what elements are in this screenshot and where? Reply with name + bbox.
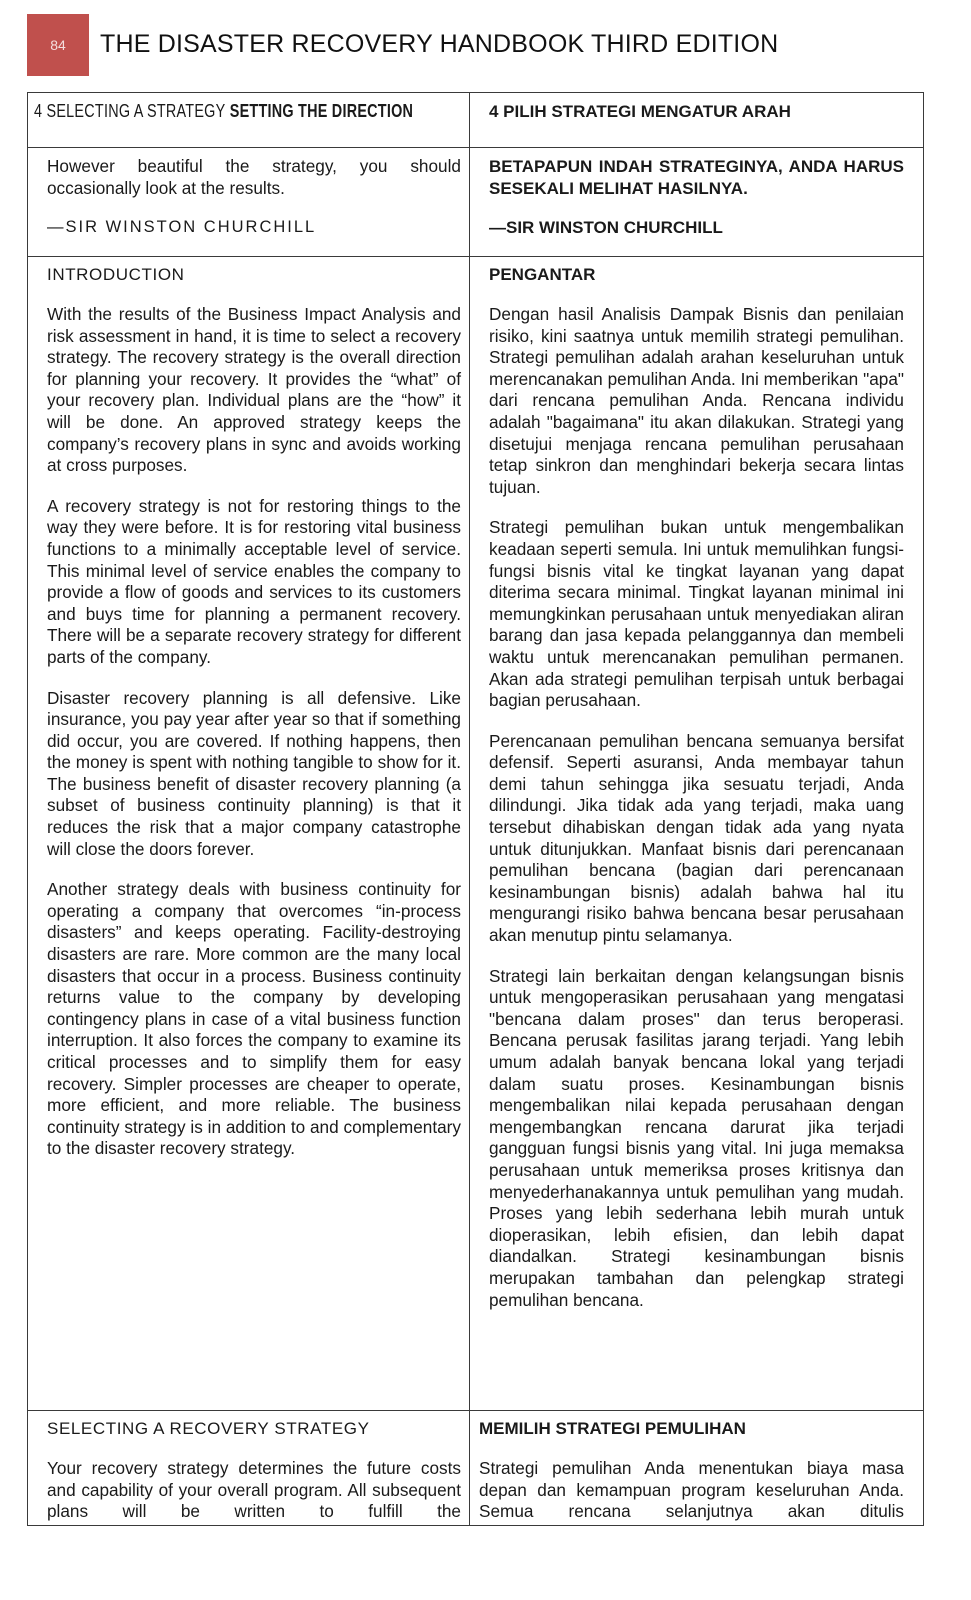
chapter-heading-row [28,93,924,148]
bilingual-table [27,92,924,1526]
introduction-en-paragraph: Another strategy deals with business continuity for operating a company that overcomes “in-process disasters” and keeps operating. Facility-destroying disasters are rare. More common are the many local disasters that occur in a process. Business continuity returns value to the company by developing contingency plans in case of a vital business function interruption. It also forces the company to examine its critical processes and to simplify them for easy recovery. Simpler processes are cheaper to operate, more efficient, and more reliable. The business continuity strategy is in addition to and complementary to the disaster recovery strategy. [47,879,461,1159]
epigraph-row [28,148,924,257]
introduction-id-heading: PENGANTAR [489,265,596,284]
selecting-strategy-id-cell [470,1411,924,1526]
chapter-heading-en-title: SETTING THE DIRECTION [229,101,414,121]
introduction-id-paragraph: Strategi lain berkaitan dengan kelangsungan bisnis untuk mengoperasikan perusahaan yang mengatasi "bencana dalam proses" dan terus beroperasi. Bencana perusak fasilitas jarang terjadi. Yang lebih umum adalah banyak bencana lokal yang terjadi dalam suatu proses. Kesinambungan bisnis mengembalikan nilai kepada perusahaan dengan mengembangkan rencana darurat jika terjadi gangguan fungsi bisnis yang vital. Ini juga memaksa perusahaan untuk memeriksa proses kritisnya dan menyederhanakannya untuk pemulihan yang mudah. Proses yang lebih sederhana lebih murah untuk dioperasikan, lebih efisien, dan lebih dapat diandalkan. Strategi kesinambungan bisnis merupakan tambahan dan pelengkap strategi pemulihan bencana. [489,965,904,1310]
introduction-en-heading: INTRODUCTION [47,265,185,284]
selecting-strategy-en-paragraph: Your recovery strategy determines the future costs and capability of your overall program. All subsequent plans will be written to fulfill the [47,1458,461,1522]
introduction-id-paragraph: Dengan hasil Analisis Dampak Bisnis dan penilaian risiko, kini saatnya untuk memilih strategi pemulihan. Strategi pemulihan adalah arahan keseluruhan untuk merencanakan pemulihan Anda. Ini memberikan "apa" dari rencana pemulihan Anda. Rencana individu adalah "bagaimana" itu akan dilakukan. Strategi yang disetujui menjaga rencana pemulihan perusahaan tetap sinkron dan menghindari bekerja secara lintas tujuan. [489,304,904,497]
selecting-strategy-en-cell [28,1411,470,1526]
epigraph-en-cell [28,148,470,257]
chapter-heading-en-cell [28,93,470,148]
chapter-heading-id-cell [470,93,924,148]
chapter-heading-en [34,93,414,147]
introduction-en-cell [28,257,470,1411]
epigraph-id-attribution: —SIR WINSTON CHURCHILL [489,218,723,238]
epigraph-en-attribution: —SIR WINSTON CHURCHILL [47,218,317,237]
introduction-en-paragraph: With the results of the Business Impact Analysis and risk assessment in hand, it is time to select a recovery strategy. The recovery strategy is the overall direction for planning your recovery. It provides the “what” of your recovery plan. Individual plans are the “how” it will be done. An approved strategy keeps the company’s recovery plans in sync and avoids working at cross purposes. [47,304,461,476]
selecting-strategy-en-heading: SELECTING A RECOVERY STRATEGY [47,1419,370,1438]
introduction-en-paragraph: A recovery strategy is not for restoring things to the way they were before. It is for restoring vital business functions to a minimally acceptable level of service. This minimal level of service enables the company to provide a flow of goods and services to its customers and buys time for planning a permanent recovery. There will be a separate recovery strategy for different parts of the company. [47,495,461,667]
introduction-id-cell [470,257,924,1411]
running-title: THE DISASTER RECOVERY HANDBOOK THIRD EDITION [100,30,779,58]
introduction-row [28,257,924,1411]
epigraph-id-cell [470,148,924,257]
chapter-heading-id: 4 PILIH STRATEGI MENGATUR ARAH [489,102,791,121]
epigraph-id-quote: BETAPAPUN INDAH STRATEGINYA, ANDA HARUS SESEKALI MELIHAT HASILNYA. [489,157,904,198]
page-number: 84 [50,37,66,53]
epigraph-en-quote: However beautiful the strategy, you should occasionally look at the results. [47,156,461,198]
selecting-strategy-id-paragraph: Strategi pemulihan Anda menentukan biaya masa depan dan kemampuan program keseluruhan Anda. Semua rencana selanjutnya akan ditulis [479,1458,904,1522]
introduction-id-paragraph: Strategi pemulihan bukan untuk mengembalikan keadaan seperti semula. Ini untuk memulihkan fungsi-fungsi bisnis vital ke tingkat layanan yang dapat diterima secara minimal. Tingkat layanan minimal ini memungkinkan perusahaan untuk menyediakan aliran barang dan jasa kepada pelanggannya dan membeli waktu untuk merencanakan pemulihan permanen. Akan ada strategi pemulihan terpisah untuk berbagai bagian perusahaan. [489,517,904,711]
introduction-id-paragraph: Perencanaan pemulihan bencana semuanya bersifat defensif. Seperti asuransi, Anda membayar tahun demi tahun sehingga jika sesuatu terjadi, Anda dilindungi. Jika tidak ada yang terjadi, maka uang tersebut dihabiskan dengan tidak ada yang nyata untuk ditunjukkan. Manfaat bisnis dari perencanaan pemulihan bencana (bagian dari perencanaan kesinambungan bisnis) adalah bahwa hal itu mengurangi risiko bahwa bencana besar perusahaan akan menutup pintu selamanya. [489,730,904,946]
introduction-en-paragraph: Disaster recovery planning is all defensive. Like insurance, you pay year after year so that if something did occur, you are covered. If nothing happens, then the money is spent with nothing tangible to show for it. The business benefit of disaster recovery planning (a subset of business continuity planning) is that it reduces the risk that a major company catastrophe will close the doors forever. [47,687,461,859]
selecting-strategy-id-heading: MEMILIH STRATEGI PEMULIHAN [479,1419,746,1438]
selecting-strategy-row [28,1411,924,1526]
page-number-badge [27,14,89,76]
chapter-heading-en-prefix: 4 SELECTING A STRATEGY [34,101,226,121]
